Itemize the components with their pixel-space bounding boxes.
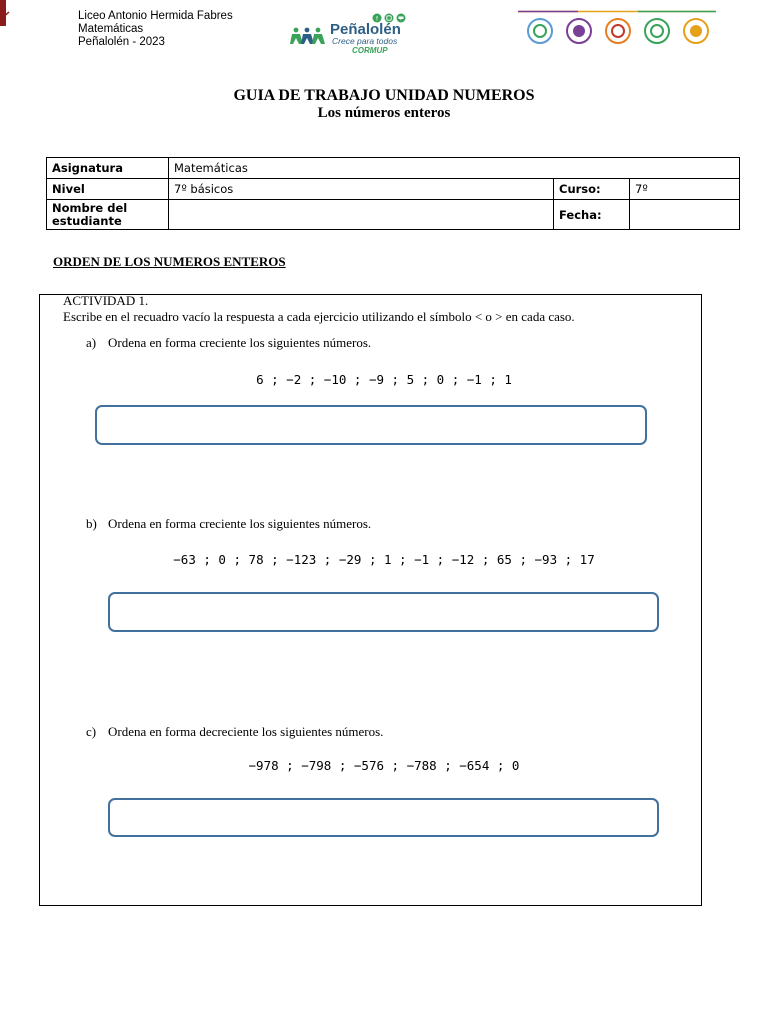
- exercise-a-numbers: 6 ; −2 ; −10 ; −9 ; 5 ; 0 ; −1 ; 1: [256, 372, 512, 387]
- badge-icon-3: [606, 19, 630, 43]
- school-location-year: Peñalolén - 2023: [78, 36, 165, 48]
- activity-title: ACTIVIDAD 1.: [63, 293, 149, 308]
- school-subject: Matemáticas: [78, 23, 144, 35]
- exercise-a-marker: a): [86, 335, 97, 350]
- activity-instruction: Escribe en el recuadro vacío la respuesta a cada ejercicio utilizando el símbolo < o > en cada caso.: [63, 309, 575, 324]
- level-value: 7º básicos: [169, 179, 554, 200]
- subject-label: Asignatura: [47, 158, 169, 179]
- page-title: GUIA DE TRABAJO UNIDAD NUMEROS: [233, 87, 535, 104]
- level-label: Nivel: [47, 179, 169, 200]
- date-label: Fecha:: [554, 200, 630, 230]
- date-field[interactable]: [630, 200, 740, 230]
- exercise-a-text: Ordena en forma creciente los siguientes números.: [108, 335, 372, 350]
- exercise-a-answer-box[interactable]: [95, 405, 647, 445]
- svg-text:f: f: [376, 16, 378, 23]
- school-name: Liceo Antonio Hermida Fabres: [78, 10, 233, 22]
- exercise-c-marker: c): [86, 724, 97, 739]
- badge-icon-4: [645, 19, 669, 43]
- exercise-c-answer-box[interactable]: [108, 798, 659, 837]
- exercise-b-numbers: −63 ; 0 ; 78 ; −123 ; −29 ; 1 ; −1 ; −12 ; 65 ; −93 ; 17: [173, 552, 595, 567]
- exercise-b-text: Ordena en forma creciente los siguientes números.: [108, 516, 372, 531]
- exercise-b-marker: b): [86, 516, 97, 531]
- exercise-c-numbers: −978 ; −798 ; −576 ; −788 ; −654 ; 0: [248, 758, 520, 773]
- badge-icon-5: [684, 19, 708, 43]
- exercise-c-text: Ordena en forma decreciente los siguientes números.: [108, 724, 384, 739]
- logo-tagline: Crece para todos: [332, 36, 398, 46]
- program-badges: [518, 10, 716, 50]
- course-value: 7º: [630, 179, 740, 200]
- badge-icon-2: [567, 19, 591, 43]
- student-name-label: Nombre del estudiante: [47, 200, 169, 230]
- table-row: [47, 200, 740, 230]
- student-name-field[interactable]: [169, 200, 554, 230]
- school-crest-logo: [0, 0, 10, 26]
- logo-name: Peñalolén: [330, 21, 401, 38]
- student-info-table: [46, 157, 740, 230]
- table-row: [47, 179, 740, 200]
- section-heading: ORDEN DE LOS NUMEROS ENTEROS: [53, 254, 286, 269]
- course-label: Curso:: [554, 179, 630, 200]
- logo-org: CORMUP: [352, 46, 388, 55]
- table-row: [47, 158, 740, 179]
- page-subtitle: Los números enteros: [317, 105, 451, 121]
- school-info: [78, 10, 233, 49]
- badge-icon-1: [528, 19, 552, 43]
- subject-value: Matemáticas: [169, 158, 740, 179]
- exercise-b-answer-box[interactable]: [108, 592, 659, 632]
